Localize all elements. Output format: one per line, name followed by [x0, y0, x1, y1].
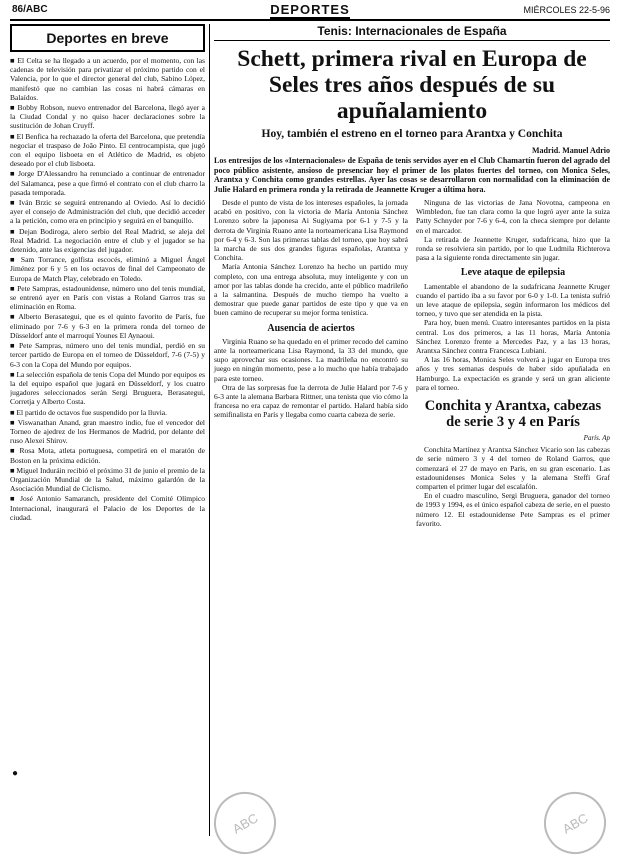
article-headline: Schett, primera rival en Europa de Seles tres años después de su apuñalamiento [237, 46, 587, 124]
column-2 [416, 198, 610, 528]
brief-item: ■ Dejan Bodiroga, alero serbio del Real Madrid, se aleja del Real Madrid. La negociación entre el club y el jugador se ha detenido, ante las exigencias del jugador. [10, 226, 205, 255]
brief-item: ■ Pete Sampras, estadounidense, número uno del tenis mundial, se entrenó ayer en París con vistas a Roland Garros tras su eliminación en Roma. [10, 283, 205, 312]
paragraph: Para hoy, buen menú. Cuatro interesantes partidos en la pista central. Los dos primeros, a las 11 horas, María Antonia Sánchez Lorenzo frente a Mercedes Paz, y a las 13 horas, Arantxa Sánchez contra Francesca Lubiani. [416, 318, 610, 356]
paragraph: Desde el punto de vista de los intereses españoles, la jornada acabó en positivo, con la victoria de María Antonia Sánchez Lorenzo sobre la japonesa Ai Sugiyama por 6-1 y 7-5 y la derrota de Virginia Ruano ante la norteamericana Lisa Raymond por 6-4 y 6-3. Son las primeras tablas del torneo, que hoy sabrá la marcha de sus dos grandes figuras españolas, Arantxa y Conchita. [214, 198, 408, 263]
paragraph: Conchita Martínez y Arantxa Sánchez Vicario son las cabezas de serie número 3 y 4 del torneo de Roland Garros, que comenzará el 27 de mayo en París, en su gran escenario. Las estadounidenses Monica Seles y la alemana Steffi Graf comparten el primer lugar del escalafón. [416, 445, 610, 492]
paragraph: A las 16 horas, Monica Seles volverá a jugar en Europa tres años y tres semanas después de haber sido apuñalada en Hamburgo. La expectación es grande y será un gran aliciente para el torneo. [416, 355, 610, 392]
issue-date: MIÉRCOLES 22-5-96 [523, 5, 610, 15]
column-1 [214, 198, 408, 528]
brief-item: ■ Bobby Robson, nuevo entrenador del Barcelona, llegó ayer a la Ciudad Condal y no quiso hacer declaraciones sobre la sustitución de Johan Cruyff. [10, 103, 205, 131]
brief-item: ■ Sam Torrance, golfista escocés, eliminó a Miguel Ángel Jiménez por 6 y 5 en los octavos de final del Campeonato de Europa de Match Play, celebrado en Toledo. [10, 255, 205, 283]
subhead-ausencia: Ausencia de aciertos [267, 322, 355, 334]
paragraph: En el cuadro masculino, Sergi Bruguera, ganador del torneo de 1993 y 1994, es el único español cabeza de serie, en el puesto número 12. El estadounidense Pete Sampras es el primer favorito. [416, 491, 610, 528]
second-source: París. Ap [583, 434, 610, 443]
brief-item: ■ Viswanathan Anand, gran maestro indio, fue el vencedor del Torneo de ajedrez de los Hermanos de Madrid, por delante del ruso Alexei Shirov. [10, 417, 205, 446]
brief-item: ■ Miguel Induráin recibió el próximo 31 de junio el premio de la Organización Mundial de la Salud, máximo galardón de la Asociación Mundial de Ciclismo. [10, 465, 205, 494]
paragraph: Ninguna de las victorias de Jana Novotna, campeona en Wimbledon, fue tan clara como la que logró ayer ante la suiza Patty Schnyder por 7-6 y 6-4, con la checa siempre por delante en el marcador. [416, 198, 610, 235]
second-headline: Conchita y Arantxa, cabezas de serie 3 y 4 en París [424, 398, 602, 431]
subhead-epilepsia: Leve ataque de epilepsia [460, 267, 566, 279]
page-header [10, 0, 610, 18]
brief-item: ■ El partido de octavos fue suspendido por la lluvia. [10, 407, 167, 417]
abc-watermark: ABC [203, 781, 288, 865]
article-byline: Madrid. Manuel Adrio [531, 146, 610, 155]
paragraph: María Antonia Sánchez Lorenzo ha hecho un partido muy completo, con una entrega absoluta, muy inteligente y con un amor por las tablas donde ha crecido, ante el público madrileño a la salmantina. Después de mucho tiempo ha vuelto a demostrar que puede ganar partidos de este tipo y que va en buen camino de recuperar su mejor forma tenística. [214, 262, 408, 318]
paragraph: Otra de las sorpresas fue la derrota de Julie Halard por 7-6 y 6-3 ante la alemana Barbara Rittner, una tenista que vio cómo la francesa no era capaz de remontar el partido. Halard había sido semifinalista en París y llegaba como cuarta cabeza de serie. [214, 382, 408, 420]
brief-item: ■ Alberto Berasategui, que es el quinto favorito de París, fue eliminado por 7-6 y 6-3 en la primera ronda del torneo de Düsseldorf ante el marroquí Younes El Aynaoui. [10, 312, 205, 340]
section-title: DEPORTES [270, 2, 350, 17]
brief-item: ■ José Antonio Samaranch, presidente del Comité Olímpico Internacional, inaugurará el Palacio de los Deportes de la ciudad. [10, 494, 205, 522]
page-number: 86/ABC [12, 4, 48, 15]
header-rule [10, 19, 610, 21]
article-kicker: Tenis: Internacionales de España [214, 24, 610, 41]
article-lead: Los entresijos de los «Internacionales» de España de tenis servidos ayer en el Club Chamartín fueron del agrado del poco público asistente, ansioso de presenciar hoy el primer de los platos fuertes del torneo, con Monica Seles, Arantxa y Conchita como grandes estrellas. Ayer las cosas se desarrollaron con normalidad con la eliminación de Julie Halard en primera ronda y la retirada de Jeannette Kruger a última hora. [214, 156, 610, 194]
article-subhead: Hoy, también el estreno en el torneo para Arantxa y Conchita [261, 128, 563, 140]
paragraph: Virginia Ruano se ha quedado en el primer recodo del camino ante la norteamericana Lisa Raymond, la 33 del mundo, que supo aprovechar sus ocasiones. La madrileña no encontró su juego en ningún momento, pese a lo mucho que había trabajado para este torneo. [214, 336, 408, 383]
brief-item: ■ El Benfica ha rechazado la oferta del Barcelona, que pretendía negociar el traspaso de João Pinto. El centrocampista, que jugó con el equipo lisboeta en el Atlético de Madrid, es objeto deseado por el club lisboeta. [10, 131, 205, 169]
briefs-column [10, 24, 210, 836]
brief-item: ■ Jorge D'Alessandro ha renunciado a continuar de entrenador del Salamanca, pese a que firmó el contrato con el club charro la pasada temporada. [10, 169, 205, 197]
briefs-title: Deportes en breve [10, 24, 205, 52]
brief-item: ■ Rosa Mota, atleta portuguesa, competirá en el maratón de Boston en la próxima edición. [10, 446, 205, 465]
main-article [214, 24, 610, 844]
brief-item: ■ Iván Brzic se seguirá entrenando al Oviedo. Así lo decidió ayer el consejo de Administración del club, que decidió acceder a la petición, como era en principio y seguirá en el banquillo. [10, 198, 205, 226]
article-columns [214, 198, 610, 528]
brief-item: ■ El Celta se ha llegado a un acuerdo, por el momento, con las cadenas de televisión para privatizar el próximo partido con el Valencia, por lo que el director general del club, Sabino López, manifestó que no cambian las cosas ni habrá cámaras en Balaídos. [10, 56, 205, 102]
bullet-mark: ● [12, 768, 19, 779]
brief-item: ■ Pete Sampras, número uno del tenis mundial, perdió en su tercer partido de Europa en el torneo de Düsseldorf, 7-6 (7-5) y 6-3 con la Copa del Mundo por equipos. [10, 341, 205, 369]
paragraph: Lamentable el abandono de la sudafricana Jeannette Kruger cuando el partido iba a su favor por 6-0 y 1-0. La tenista sufrió un leve ataque de epilepsia, según informaron los médicos del torneo, y tuvo que ser atendida en la pista. [416, 281, 610, 319]
brief-item: ■ La selección española de tenis Copa del Mundo por equipos es la del equipo español que jugará en Düsseldorf, y los cuatro jugadores seleccionados serán Sergi Bruguera, Berasategui, Corretja y Alberto Costa. [10, 369, 205, 407]
abc-watermark: ABC [533, 781, 618, 865]
paragraph: La retirada de Jeannette Kruger, sudafricana, hizo que la ronda se resolviera sin partido, por lo que Ludmila Richterova pasa a la siguiente ronda directamente sin jugar. [416, 234, 610, 263]
